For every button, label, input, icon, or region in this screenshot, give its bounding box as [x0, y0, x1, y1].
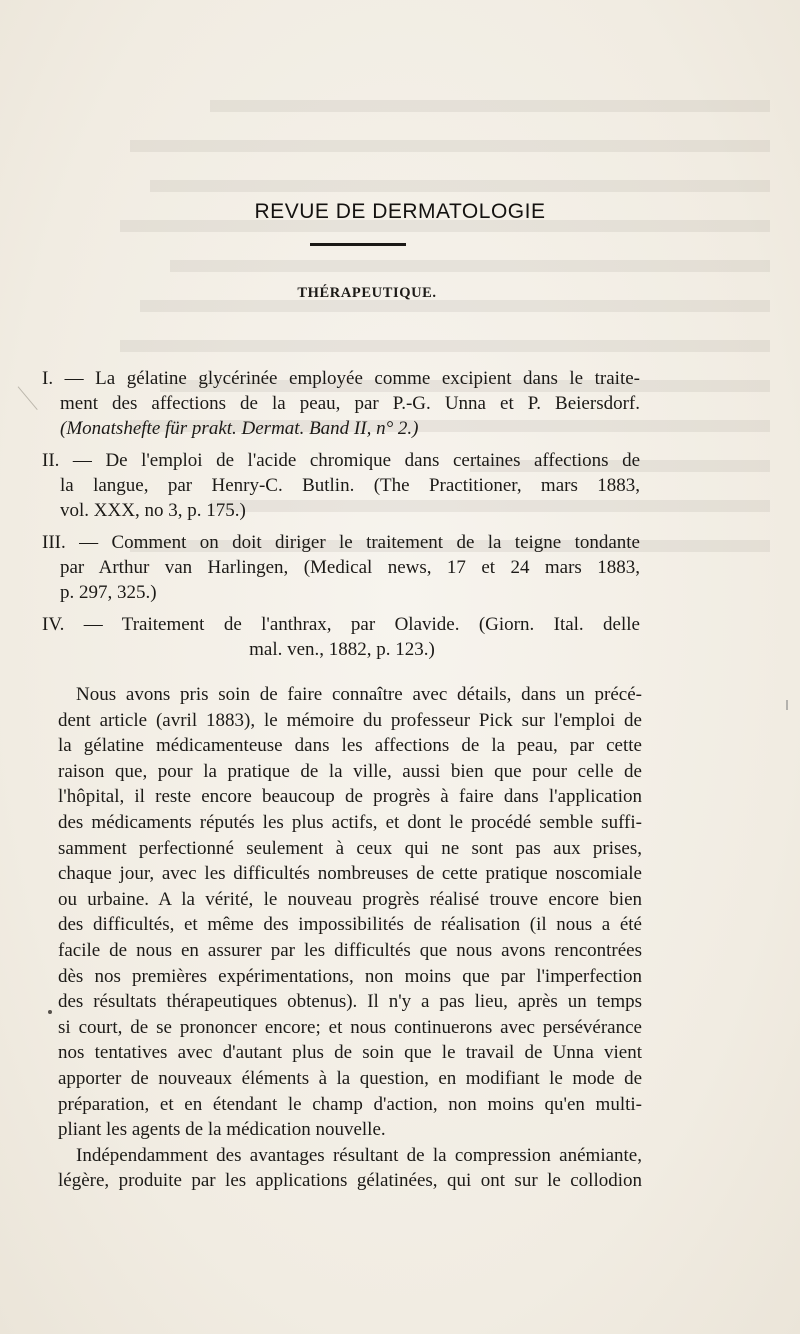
body-line: Indépendamment des avantages résultant de la compression anémiante, [76, 1144, 642, 1166]
reference-line: par Arthur van Harlingen, (Medical news, 17 et 24 mars 1883, [60, 557, 640, 578]
body-line: des médicaments réputés les plus actifs, et dont le procédé semble suffi- [58, 811, 642, 833]
body-line: Nous avons pris soin de faire connaître avec détails, dans un précé- [76, 684, 642, 705]
reference-item [42, 448, 642, 523]
body-line: raison que, pour la pratique de la ville, aussi bien que pour celle de [58, 760, 642, 782]
margin-mark [786, 700, 788, 710]
reference-line: p. 297, 325.) [60, 582, 157, 603]
body-line: légère, produite par les applications gélatinées, qui ont sur le collodion [58, 1170, 642, 1192]
body-line: des difficultés, et même des impossibilités de réalisation (il nous a été [58, 914, 642, 936]
journal-title: REVUE DE DERMATOLOGIE [254, 200, 546, 223]
body-line: préparation, et en étendant le champ d'action, non moins qu'en multi- [58, 1093, 642, 1115]
reference-line: II. — De l'emploi de l'acide chromique dans certaines affections de [42, 450, 640, 471]
reference-line: IV. — Traitement de l'anthrax, par Olavide. (Giorn. Ital. delle [42, 614, 640, 635]
body-line: samment perfectionné seulement à ceux qui ne sont pas aux prises, [58, 837, 642, 859]
reference-item [42, 612, 642, 662]
reference-line: ment des affections de la peau, par P.-G. Unna et P. Beiersdorf. [60, 393, 640, 414]
body-line: si court, de se prononcer encore; et nous continuerons avec persévérance [58, 1016, 642, 1038]
article-body [58, 682, 642, 1194]
margin-dot [48, 1010, 52, 1014]
reference-line: vol. XXX, no 3, p. 175.) [60, 500, 246, 521]
body-line: la gélatine médicamenteuse dans les affections de la peau, par cette [58, 735, 642, 757]
body-line: pliant les agents de la médication nouvelle. [58, 1119, 386, 1141]
title-divider [310, 243, 406, 246]
reference-line: (Monatshefte für prakt. Dermat. Band II, n° 2.) [60, 418, 419, 439]
reference-line: I. — La gélatine glycérinée employée comme excipient dans le traite- [42, 368, 640, 389]
body-line: apporter de nouveaux éléments à la question, en modifiant le mode de [58, 1067, 642, 1089]
body-line: nos tentatives avec d'autant plus de soin que le travail de Unna vient [58, 1042, 642, 1064]
body-line: l'hôpital, il reste encore beaucoup de progrès à faire dans l'application [58, 786, 642, 808]
body-line: dent article (avril 1883), le mémoire du professeur Pick sur l'emploi de [58, 709, 642, 731]
body-line: dès nos premières expérimentations, non moins que par l'imperfection [58, 965, 642, 987]
reference-line: III. — Comment on doit diriger le traitement de la teigne tondante [42, 532, 640, 553]
body-line: des résultats thérapeutiques obtenus). Il n'y a pas lieu, après un temps [58, 991, 642, 1013]
reference-item [42, 366, 642, 441]
section-heading: THÉRAPEUTIQUE. [297, 285, 437, 301]
body-line: ou urbaine. A la vérité, le nouveau progrès réalisé trouve encore bien [58, 888, 642, 910]
reference-line: la langue, par Henry-C. Butlin. (The Practitioner, mars 1883, [60, 475, 640, 496]
body-line: facile de nous en assurer par les difficultés que nous avons rencontrées [58, 939, 642, 961]
body-line: chaque jour, avec les difficultés nombreuses de cette pratique noscomiale [58, 863, 642, 885]
reference-line: mal. ven., 1882, p. 123.) [249, 639, 435, 660]
reference-item [42, 530, 642, 605]
